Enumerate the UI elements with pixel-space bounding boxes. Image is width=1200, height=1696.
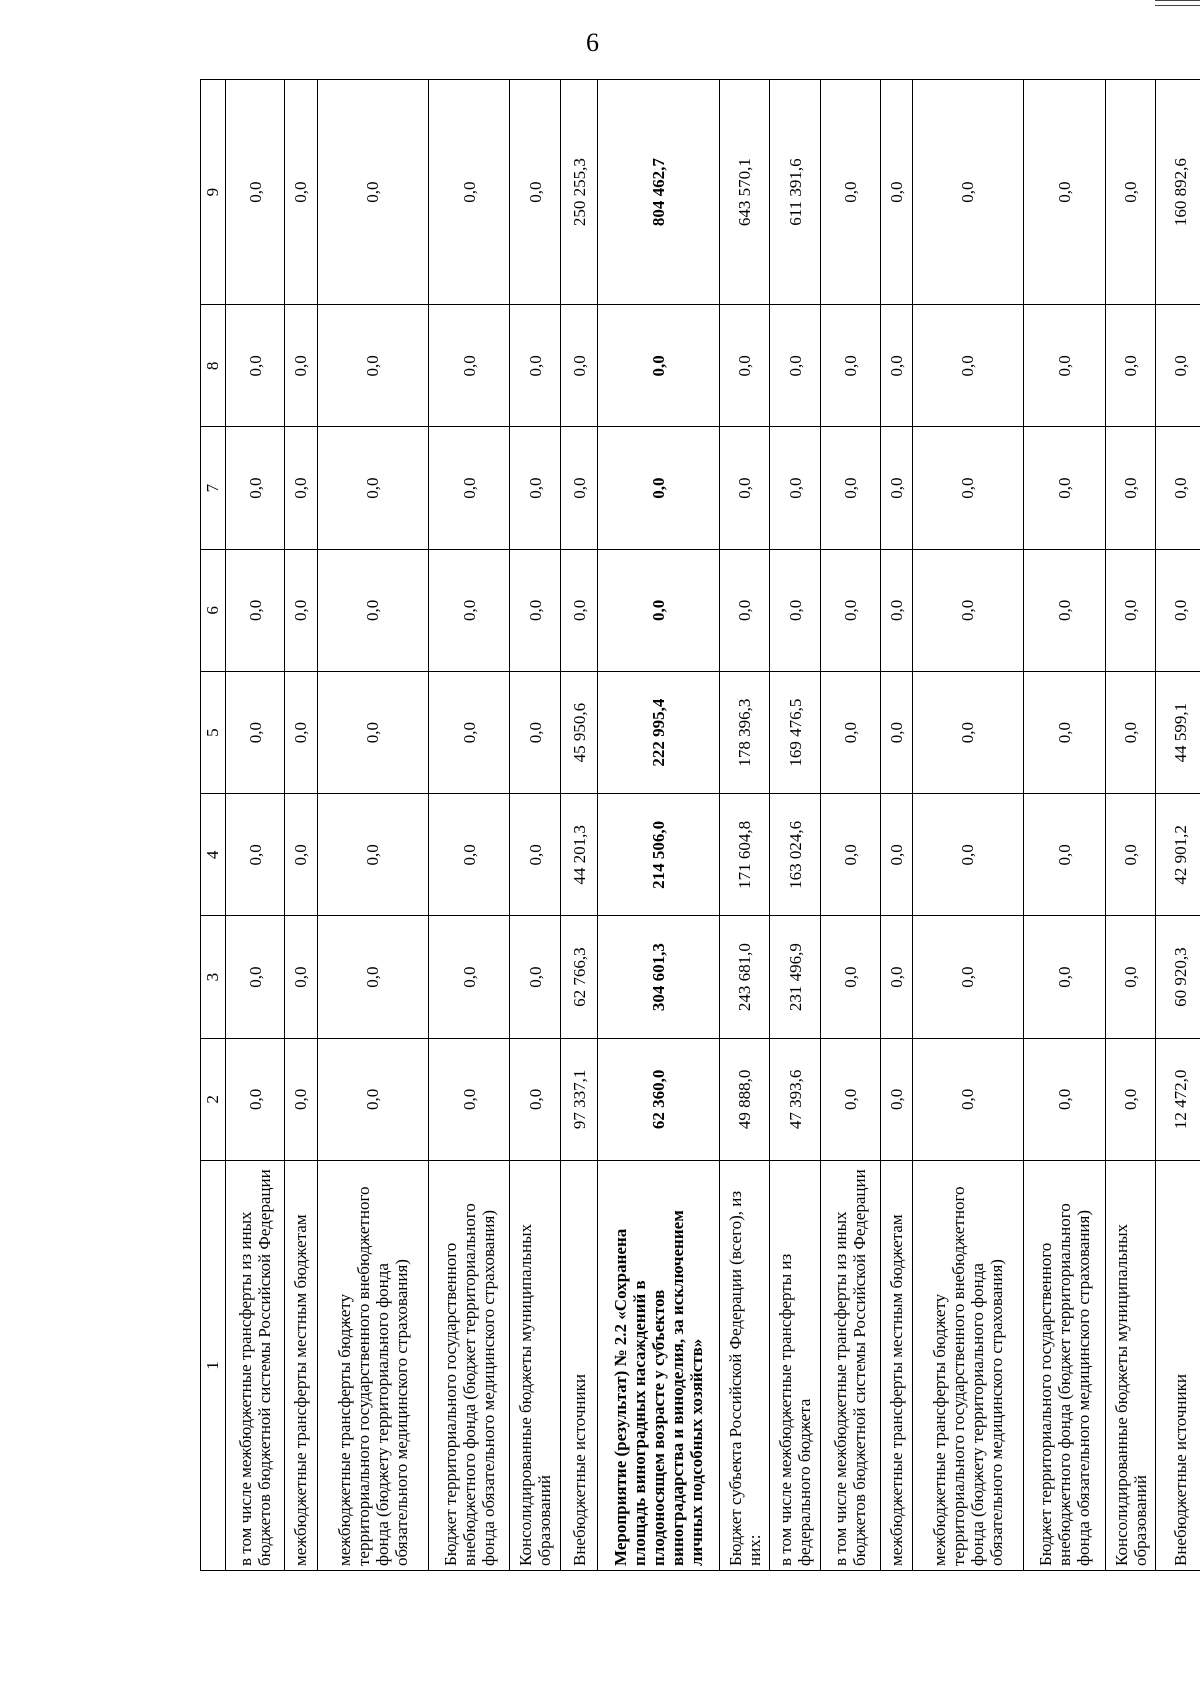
- value-cell: 0,0: [226, 916, 285, 1038]
- value-cell: 0,0: [1105, 1038, 1156, 1160]
- table-row: [285, 80, 317, 1571]
- value-cell: 60 920,3: [1156, 916, 1200, 1038]
- value-cell: 0,0: [285, 80, 317, 305]
- value-cell: 0,0: [821, 305, 880, 427]
- table-row: [770, 80, 821, 1571]
- value-cell: 0,0: [561, 549, 598, 671]
- value-cell: 304 601,3: [598, 916, 719, 1038]
- value-cell: 0,0: [912, 549, 1023, 671]
- value-cell: 44 599,1: [1156, 671, 1200, 793]
- value-cell: 0,0: [317, 305, 428, 427]
- value-cell: 0,0: [428, 794, 510, 916]
- value-cell: 0,0: [1156, 427, 1200, 549]
- row-label: Внебюджетные источники: [561, 1160, 598, 1570]
- value-cell: 0,0: [719, 427, 770, 549]
- value-cell: 0,0: [285, 305, 317, 427]
- value-cell: 0,0: [821, 427, 880, 549]
- header-row: [201, 80, 226, 1571]
- value-cell: 0,0: [226, 671, 285, 793]
- table-row: [226, 80, 285, 1571]
- row-label: Внебюджетные источники: [1156, 1160, 1200, 1570]
- value-cell: 0,0: [770, 305, 821, 427]
- value-cell: 804 462,7: [598, 80, 719, 305]
- value-cell: 44 201,3: [561, 794, 598, 916]
- value-cell: 643 570,1: [719, 80, 770, 305]
- value-cell: 47 393,6: [770, 1038, 821, 1160]
- table-row: [598, 80, 719, 1571]
- value-cell: 0,0: [428, 671, 510, 793]
- value-cell: 0,0: [428, 80, 510, 305]
- value-cell: 169 476,5: [770, 671, 821, 793]
- value-cell: 0,0: [912, 671, 1023, 793]
- value-cell: 0,0: [1105, 427, 1156, 549]
- value-cell: 42 901,2: [1156, 794, 1200, 916]
- value-cell: 0,0: [880, 794, 912, 916]
- value-cell: 0,0: [1024, 1038, 1106, 1160]
- value-cell: 0,0: [1156, 305, 1200, 427]
- value-cell: 0,0: [510, 549, 561, 671]
- value-cell: 0,0: [561, 427, 598, 549]
- table-row: [912, 80, 1023, 1571]
- value-cell: 178 396,3: [719, 671, 770, 793]
- table-row: [428, 80, 510, 1571]
- value-cell: 0,0: [510, 305, 561, 427]
- value-cell: 97 337,1: [561, 1038, 598, 1160]
- row-label: Бюджет субъекта Российской Федерации (всего), из них:: [719, 1160, 770, 1570]
- value-cell: 0,0: [1105, 916, 1156, 1038]
- value-cell: 0,0: [285, 671, 317, 793]
- column-header: 7: [201, 427, 226, 549]
- value-cell: 0,0: [226, 305, 285, 427]
- value-cell: 0,0: [912, 794, 1023, 916]
- value-cell: 0,0: [510, 916, 561, 1038]
- value-cell: 0,0: [226, 794, 285, 916]
- column-header: 3: [201, 916, 226, 1038]
- row-label: межбюджетные трансферты бюджету территориального государственного внебюджетного фонда (бюджету территориального фонда обязательного медицинского страхования): [912, 1160, 1023, 1570]
- value-cell: 0,0: [317, 794, 428, 916]
- value-cell: 231 496,9: [770, 916, 821, 1038]
- value-cell: 0,0: [428, 916, 510, 1038]
- table-body: [226, 80, 1200, 1571]
- value-cell: 0,0: [510, 80, 561, 305]
- budget-table: [200, 79, 1200, 1571]
- value-cell: 0,0: [1024, 916, 1106, 1038]
- row-label: в том числе межбюджетные трансферты из иных бюджетов бюджетной системы Российской Федерации: [821, 1160, 880, 1570]
- value-cell: 0,0: [912, 427, 1023, 549]
- table-row: [821, 80, 880, 1571]
- value-cell: 0,0: [912, 80, 1023, 305]
- value-cell: 0,0: [226, 1038, 285, 1160]
- value-cell: 0,0: [1024, 794, 1106, 916]
- table-row: [1156, 80, 1200, 1571]
- value-cell: 0,0: [1024, 549, 1106, 671]
- row-label: межбюджетные трансферты бюджету территориального государственного внебюджетного фонда (бюджету территориального фонда обязательного медицинского страхования): [317, 1160, 428, 1570]
- value-cell: 163 024,6: [770, 794, 821, 916]
- row-label: Консолидированные бюджеты муниципальных образований: [1105, 1160, 1156, 1570]
- value-cell: 0,0: [285, 916, 317, 1038]
- value-cell: 0,0: [821, 80, 880, 305]
- value-cell: 0,0: [1024, 671, 1106, 793]
- value-cell: 0,0: [821, 1038, 880, 1160]
- value-cell: 62 360,0: [598, 1038, 719, 1160]
- value-cell: 0,0: [1024, 80, 1106, 305]
- value-cell: 243 681,0: [719, 916, 770, 1038]
- value-cell: 45 950,6: [561, 671, 598, 793]
- value-cell: 0,0: [285, 794, 317, 916]
- value-cell: 0,0: [317, 1038, 428, 1160]
- column-header: 4: [201, 794, 226, 916]
- value-cell: 0,0: [770, 549, 821, 671]
- row-label: Консолидированные бюджеты муниципальных образований: [510, 1160, 561, 1570]
- value-cell: 0,0: [880, 671, 912, 793]
- table-row: [1024, 80, 1106, 1571]
- value-cell: 0,0: [880, 305, 912, 427]
- value-cell: 160 892,6: [1156, 80, 1200, 305]
- value-cell: 0,0: [1156, 549, 1200, 671]
- value-cell: 250 255,3: [561, 80, 598, 305]
- value-cell: 0,0: [428, 305, 510, 427]
- row-label: Бюджет территориального государственного внебюджетного фонда (бюджет территориального фонда обязательного медицинского страхования): [1024, 1160, 1106, 1570]
- value-cell: 0,0: [719, 549, 770, 671]
- value-cell: 0,0: [598, 427, 719, 549]
- value-cell: 0,0: [770, 427, 821, 549]
- value-cell: 0,0: [1105, 80, 1156, 305]
- value-cell: 62 766,3: [561, 916, 598, 1038]
- value-cell: 611 391,6: [770, 80, 821, 305]
- value-cell: 0,0: [285, 549, 317, 671]
- column-header: 8: [201, 305, 226, 427]
- row-label: в том числе межбюджетные трансферты из иных бюджетов бюджетной системы Российской Федерации: [226, 1160, 285, 1570]
- value-cell: 0,0: [561, 305, 598, 427]
- page-number: 6: [586, 28, 599, 57]
- value-cell: 0,0: [912, 1038, 1023, 1160]
- value-cell: 0,0: [1105, 305, 1156, 427]
- value-cell: 0,0: [317, 549, 428, 671]
- rotated-table-wrapper: [200, 79, 1200, 1571]
- row-label: Мероприятие (результат) № 2.2 «Сохранена площадь виноградных насаждений в плодоносящем возрасте у субъектов виноградарства и виноделия, за исключением личных подсобных хозяйств»: [598, 1160, 719, 1570]
- value-cell: 0,0: [317, 671, 428, 793]
- value-cell: 0,0: [285, 427, 317, 549]
- value-cell: 0,0: [880, 549, 912, 671]
- column-header: 1: [201, 1160, 226, 1570]
- value-cell: 0,0: [1105, 549, 1156, 671]
- table-row: [1105, 80, 1156, 1571]
- value-cell: 0,0: [510, 1038, 561, 1160]
- value-cell: 222 995,4: [598, 671, 719, 793]
- value-cell: 0,0: [428, 1038, 510, 1160]
- value-cell: 0,0: [912, 916, 1023, 1038]
- value-cell: 0,0: [428, 427, 510, 549]
- value-cell: 12 472,0: [1156, 1038, 1200, 1160]
- value-cell: 0,0: [1105, 794, 1156, 916]
- value-cell: 0,0: [317, 916, 428, 1038]
- table-row: [880, 80, 912, 1571]
- table-row: [719, 80, 770, 1571]
- row-label: межбюджетные трансферты местным бюджетам: [880, 1160, 912, 1570]
- column-header: 2: [201, 1038, 226, 1160]
- value-cell: 0,0: [821, 549, 880, 671]
- value-cell: 0,0: [285, 1038, 317, 1160]
- value-cell: 0,0: [719, 305, 770, 427]
- value-cell: 0,0: [226, 549, 285, 671]
- row-label: в том числе межбюджетные трансферты из федерального бюджета: [770, 1160, 821, 1570]
- table-row: [561, 80, 598, 1571]
- row-label: Бюджет территориального государственного внебюджетного фонда (бюджет территориального фонда обязательного медицинского страхования): [428, 1160, 510, 1570]
- value-cell: 0,0: [510, 427, 561, 549]
- value-cell: 0,0: [226, 80, 285, 305]
- value-cell: 0,0: [317, 427, 428, 549]
- value-cell: 0,0: [1105, 671, 1156, 793]
- value-cell: 0,0: [598, 549, 719, 671]
- value-cell: 0,0: [317, 80, 428, 305]
- value-cell: 0,0: [821, 671, 880, 793]
- value-cell: 214 506,0: [598, 794, 719, 916]
- value-cell: 0,0: [510, 794, 561, 916]
- value-cell: 0,0: [821, 916, 880, 1038]
- table-row: [317, 80, 428, 1571]
- table-row: [510, 80, 561, 1571]
- value-cell: 0,0: [598, 305, 719, 427]
- column-header: 9: [201, 80, 226, 305]
- scan-edge-mark: [1155, 0, 1200, 6]
- value-cell: 0,0: [880, 427, 912, 549]
- value-cell: 0,0: [912, 305, 1023, 427]
- row-label: межбюджетные трансферты местным бюджетам: [285, 1160, 317, 1570]
- value-cell: 0,0: [880, 916, 912, 1038]
- value-cell: 0,0: [428, 549, 510, 671]
- value-cell: 0,0: [880, 80, 912, 305]
- value-cell: 0,0: [1024, 427, 1106, 549]
- value-cell: 0,0: [510, 671, 561, 793]
- column-header: 6: [201, 549, 226, 671]
- column-header: 5: [201, 671, 226, 793]
- value-cell: 0,0: [226, 427, 285, 549]
- value-cell: 0,0: [821, 794, 880, 916]
- value-cell: 0,0: [1024, 305, 1106, 427]
- value-cell: 171 604,8: [719, 794, 770, 916]
- value-cell: 49 888,0: [719, 1038, 770, 1160]
- value-cell: 0,0: [880, 1038, 912, 1160]
